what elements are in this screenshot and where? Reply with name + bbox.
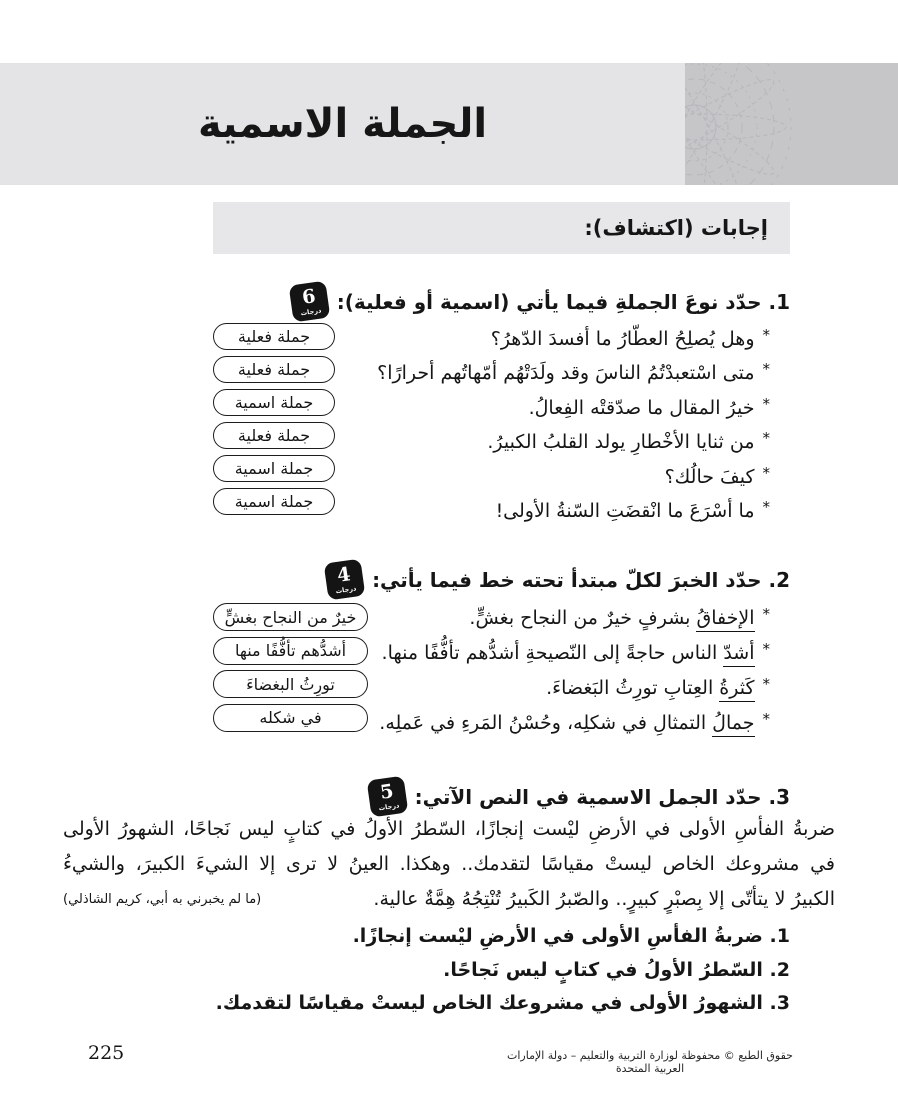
score-badge-q2 <box>324 559 366 601</box>
score-unit: درجات <box>335 584 357 596</box>
sentence: الناس حاجةً إلى النّصيحةِ أشدُّهم تأفُّفًا منها. <box>381 642 724 664</box>
list-item <box>291 392 770 426</box>
reading-passage <box>63 812 835 917</box>
score-badge-q1 <box>288 281 330 323</box>
question-2 <box>326 561 790 741</box>
list-item <box>326 706 770 741</box>
passage-line: في مشروعك الخاص ليستْ مقياسًا لتقدمك.. وهكذا. العينُ لا ترى إلا الشيءَ الكبيرَ، والشيءُ <box>63 853 835 875</box>
page-title: الجملة الاسمية <box>197 101 488 147</box>
answer-pill: تورِثُ البغضاءَ <box>213 670 368 698</box>
answer-pill: جملة فعلية <box>213 422 335 449</box>
list-item <box>326 601 770 636</box>
answer-pill: في شكله <box>213 704 368 732</box>
score-unit: درجات <box>377 801 400 813</box>
question-1-answers <box>213 323 335 515</box>
sentence: ما أسْرَعَ ما انْقضَتِ السّنةُ الأولى! <box>495 500 755 523</box>
asterisk-marker: * <box>762 394 770 413</box>
list-item <box>326 636 770 671</box>
passage-line: ضربةُ الفأسِ الأولى في الأرضِ ليْست إنجازًا، السّطرُ الأولُ في كتابٍ ليس نَجاحًا، الشهورُ الأولى <box>63 818 835 840</box>
sentence: متى اسْتعبدْتُمُ الناسَ وقد ولَدَتْهُم أمّهاتُهم أحرارًا؟ <box>377 362 755 385</box>
question-3-title: 3. حدّد الجمل الاسمية في النص الآتي: <box>414 784 790 809</box>
copyright-notice: حقوق الطبع © محفوظة لوزارة التربية والتعليم – دولة الإمارات العربية المتحدة <box>507 1049 793 1075</box>
source-attribution: (ما لم يخبرني به أبي، كريم الشاذلي) <box>63 892 262 907</box>
sentence: وهل يُصلِحُ العطّارُ ما أفسدَ الدّهرُ؟ <box>490 328 755 350</box>
title-area <box>0 63 685 185</box>
asterisk-marker: * <box>762 675 770 693</box>
asterisk-marker: * <box>762 463 770 482</box>
header-banner <box>0 63 898 185</box>
list-item <box>326 671 770 706</box>
asterisk-marker: * <box>762 429 770 448</box>
sentence: التمثالِ في شكلِه، وحُسْنُ المَرءِ في عَملِه. <box>379 712 713 734</box>
underlined-subject: كَثرةُ <box>719 677 754 702</box>
sentence: بشرفٍ خيرٌ من النجاح بغشٍّ. <box>469 607 697 629</box>
question-1-items <box>291 323 770 529</box>
asterisk-marker: * <box>762 498 770 517</box>
list-item <box>291 357 770 391</box>
question-3-heading <box>369 778 790 815</box>
asterisk-marker: * <box>762 640 770 658</box>
numbered-answer: 2. السّطرُ الأولُ في كتابٍ ليس نَجاحًا. <box>443 958 790 981</box>
question-1-heading <box>291 283 790 320</box>
question-3-answers <box>216 920 790 1021</box>
sentence: العِتابِ تورِثُ البَغضاءَ. <box>546 677 720 699</box>
answer-pill: جملة اسمية <box>213 455 335 482</box>
answer-pill: خيرٌ من النجاح بغشٍّ <box>213 603 368 631</box>
question-2-heading <box>326 561 790 598</box>
answer-pill: أشدُّهم تأفُّفًا منها <box>213 637 368 665</box>
underlined-subject: أشدّ <box>723 642 754 667</box>
arabesque-ornament-icon <box>685 63 898 185</box>
answer-pill: جملة اسمية <box>213 389 335 416</box>
passage-text: الكبيرُ لا يتأتّى إلا بِصبْرٍ كبيرٍ.. والصّبرُ الكَبيرُ تُنْتِجُهُ هِمَّةٌ عالية. <box>373 888 835 910</box>
question-1 <box>291 283 790 529</box>
numbered-answer: 1. ضربةُ الفأسِ الأولى في الأرضِ ليْست إنجازًا. <box>352 925 790 947</box>
sentence: خيرُ المقال ما صدّقتْه الفِعالُ. <box>528 396 755 419</box>
score-unit: درجات <box>299 306 322 318</box>
score-value: 5 <box>378 779 395 804</box>
asterisk-marker: * <box>762 326 770 344</box>
answers-section-label: إجابات (اكتشاف): <box>584 216 768 240</box>
sentence: من ثنايا الأخْطارِ يولد القلبُ الكبيرُ. <box>487 431 755 454</box>
asterisk-marker: * <box>762 710 770 728</box>
answer-pill: جملة فعلية <box>213 323 335 350</box>
answer-pill: جملة فعلية <box>213 356 335 383</box>
underlined-subject: جمالُ <box>712 712 754 737</box>
list-item <box>291 426 770 460</box>
list-item <box>291 461 770 495</box>
answer-pill: جملة اسمية <box>213 488 335 515</box>
page-number: 225 <box>88 1042 125 1064</box>
list-item <box>291 495 770 529</box>
question-2-items <box>326 601 770 741</box>
question-2-title: 2. حدّد الخبرَ لكلّ مبتدأ تحته خط فيما يأتي: <box>372 567 790 592</box>
sentence: كيفَ حالُك؟ <box>664 465 755 488</box>
ornament-block <box>685 63 898 185</box>
score-value: 6 <box>300 284 317 309</box>
underlined-subject: الإخفاقُ <box>696 607 754 632</box>
answers-section-header <box>213 202 790 254</box>
asterisk-marker: * <box>762 360 770 379</box>
passage-line <box>63 882 835 917</box>
question-1-title: 1. حدّد نوعَ الجملةِ فيما يأتي (اسمية أو فعلية): <box>336 289 790 314</box>
list-item <box>291 323 770 357</box>
question-2-answers <box>213 603 368 732</box>
numbered-answer: 3. الشهورُ الأولى في مشروعك الخاص ليستْ مقياسًا لتقدمك. <box>215 992 790 1014</box>
asterisk-marker: * <box>762 605 770 623</box>
score-value: 4 <box>335 562 352 587</box>
question-3 <box>369 778 790 815</box>
